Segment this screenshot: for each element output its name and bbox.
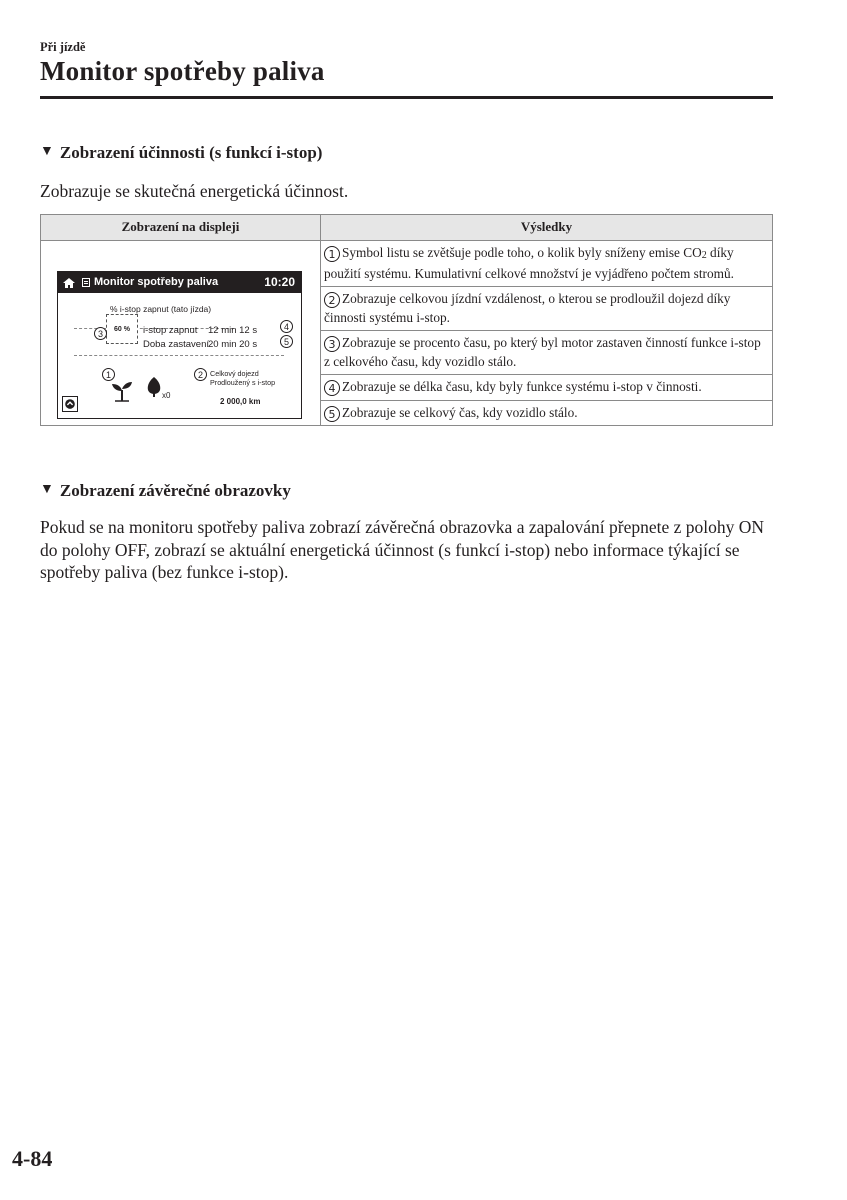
results-table <box>40 214 773 426</box>
page-number: 4-84 <box>12 1146 53 1171</box>
extended-range-label-line2: Prodloužený s i-stop <box>210 378 276 387</box>
document-icon <box>82 278 90 287</box>
marker-5: 5 <box>280 335 293 348</box>
extended-range-label-line1: Celkový dojezd <box>210 369 259 378</box>
triangle-bullet-icon: ▼ <box>40 482 54 497</box>
display-illustration-cell <box>41 241 321 426</box>
result-text: Zobrazuje se procento času, po který byl motor zastaven činností funkce i-stop z celkového času, kdy vozidlo stálo. <box>324 335 761 369</box>
screen-divider-2 <box>74 355 284 356</box>
result-text: Symbol listu se zvětšuje podle toho, o kolik byly sníženy emise CO <box>342 245 702 260</box>
screen-title: Monitor spotřeby paliva <box>94 276 219 289</box>
fuel-monitor-screen <box>57 271 302 419</box>
extended-range-label <box>210 369 275 387</box>
screen-subtitle: % i-stop zapnut (tato jízda) <box>110 304 212 314</box>
final-screen-paragraph: Pokud se na monitoru spotřeby paliva zobrazí závěrečná obrazovka a zapalování přepnete z polohy ON do polohy OFF, zobrazí se aktuální energetická účinnost (s funkcí i-stop) nebo informace týkající se spotřeby paliva (bez funkce i-stop). <box>40 517 765 582</box>
result-text: Zobrazuje celkovou jízdní vzdálenost, o kterou se prodloužil dojezd díky činnosti systému i-stop. <box>324 291 731 325</box>
result-row <box>321 241 773 287</box>
column-header-results: Výsledky <box>321 215 773 241</box>
circled-number-1: 1 <box>324 246 340 262</box>
result-text: Zobrazuje se celkový čas, kdy vozidlo stálo. <box>342 404 578 420</box>
efficiency-heading-text: Zobrazení účinnosti (s funkcí i-stop) <box>59 143 323 162</box>
result-text: Zobrazuje se délka času, kdy byly funkce systému i-stop v činnosti. <box>342 379 702 394</box>
marker-3: 3 <box>94 327 107 340</box>
circled-number-5: 5 <box>324 406 340 422</box>
result-row <box>321 375 773 401</box>
result-row <box>321 400 773 426</box>
istop-percent-bar: 60 % <box>106 314 138 344</box>
stop-time-label: Doba zastavení <box>143 339 210 350</box>
stop-time-row <box>143 336 258 355</box>
efficiency-heading <box>40 143 322 163</box>
section-label: Při jízdě <box>40 40 86 54</box>
sprout-icon <box>110 378 134 402</box>
final-screen-heading <box>40 481 291 501</box>
marker-2: 2 <box>194 368 207 381</box>
final-screen-heading-text: Zobrazení závěrečné obrazovky <box>59 481 291 500</box>
eco-mode-icon <box>62 396 78 412</box>
result-text-continued: díky použití systému. Kumulativní celkové množství je vyjádřeno počtem stromů. <box>324 245 734 281</box>
result-row <box>321 287 773 331</box>
efficiency-intro: Zobrazuje se skutečná energetická účinnost. <box>40 181 349 201</box>
screen-header <box>58 272 301 293</box>
page-title: Monitor spotřeby paliva <box>40 56 325 86</box>
home-icon <box>62 276 76 290</box>
circled-number-4: 4 <box>324 380 340 396</box>
tree-icon <box>146 376 162 398</box>
stop-time-value: 20 min 20 s <box>208 339 258 350</box>
marker-1: 1 <box>102 368 115 381</box>
triangle-bullet-icon: ▼ <box>40 144 54 159</box>
title-rule <box>40 96 773 99</box>
marker-4: 4 <box>280 320 293 333</box>
result-row <box>321 331 773 375</box>
circled-number-2: 2 <box>324 292 340 308</box>
tree-count: x0 <box>162 391 171 400</box>
extended-range-value: 2 000,0 km <box>220 397 261 406</box>
circled-number-3: 3 <box>324 336 340 352</box>
co2-subscript: 2 <box>701 250 707 261</box>
column-header-display: Zobrazení na displeji <box>41 215 321 241</box>
istop-on-label: i-stop zapnut <box>143 325 198 336</box>
screen-clock: 10:20 <box>264 275 295 290</box>
istop-on-value: 12 min 12 s <box>208 325 258 336</box>
